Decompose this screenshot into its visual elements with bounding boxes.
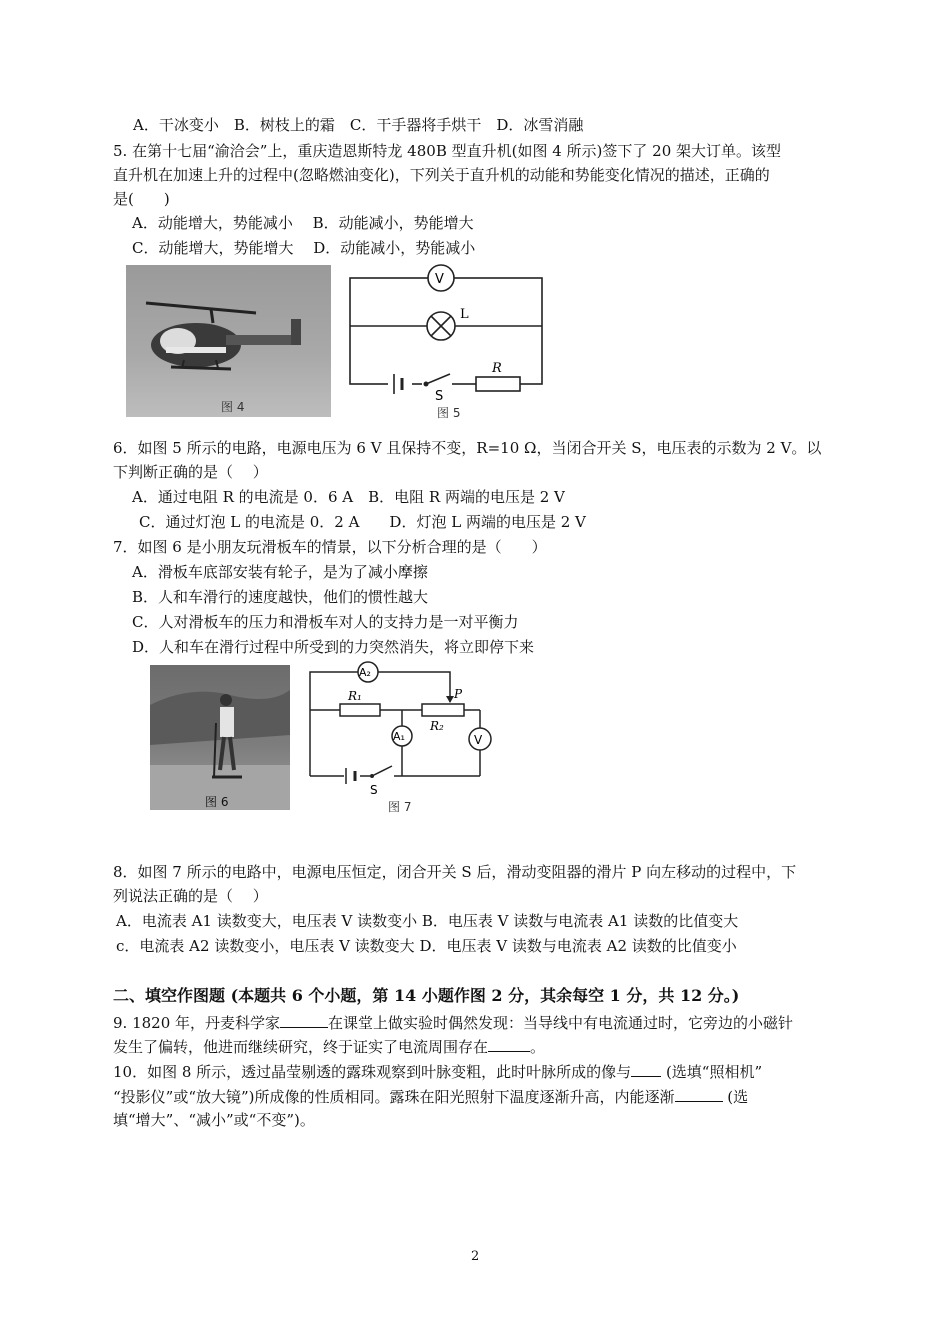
q8-line1: 8．如图 7 所示的电路中，电源电压恒定，闭合开关 S 后，滑动变阻器的滑片 P 向左移动的过程中，下: [113, 863, 797, 881]
figure-5-circuit: [338, 262, 548, 420]
figure-6-scooter-photo: [150, 665, 290, 810]
slider-p-label: P: [454, 687, 463, 701]
q7-option-b: B．人和车滑行的速度越快，他们的惯性越大: [132, 588, 429, 606]
figure-7-caption: 图 7: [388, 800, 412, 814]
resistor-label-5: R: [492, 361, 502, 376]
q5-options-ab: A．动能增大，势能减小 B．动能减小，势能增大: [132, 214, 474, 232]
circuit-diagram-7: [300, 660, 495, 800]
circuit-diagram-5: [338, 262, 548, 402]
ammeter-a2-label: A₂: [359, 666, 371, 679]
q9-blank-field[interactable]: [488, 1035, 530, 1052]
q10-line1-end: (选填“照相机”: [661, 1063, 763, 1081]
q8-line2: 列说法正确的是（ ）: [113, 887, 268, 905]
lamp-label-5: L: [460, 307, 469, 322]
q6-options-ab: A．通过电阻 R 的电流是 0．6 A B．电阻 R 两端的电压是 2 V: [132, 488, 565, 506]
q6-options-cd: C．通过灯泡 L 的电流是 0．2 A D．灯泡 L 两端的电压是 2 V: [139, 513, 586, 531]
scooter-image: [150, 665, 290, 810]
page-number: 2: [471, 1249, 480, 1264]
figure-4-helicopter-photo: [126, 265, 331, 417]
q9-line2-start: 发生了偏转，他进而继续研究，终于证实了电流周围存在: [113, 1038, 489, 1056]
q9-line1-end: 在课堂上做实验时偶然发现：当导线中有电流通过时，它旁边的小磁针: [328, 1014, 794, 1032]
q8-options-ab: A．电流表 A1 读数变大，电压表 V 读数变小 B．电压表 V 读数与电流表 A1 读数的比值变大: [116, 912, 739, 930]
resistor-r2-label: R₂: [430, 719, 444, 733]
resistor-r1-label: R₁: [348, 689, 362, 703]
q7-option-d: D．人和车在滑行过程中所受到的力突然消失，将立即停下来: [132, 638, 535, 656]
q9-line2: [113, 1035, 545, 1058]
figure-5-caption: 图 5: [437, 406, 461, 420]
q10-blank-energy[interactable]: [675, 1085, 723, 1102]
q10-line1: [113, 1060, 762, 1083]
q5-line1: 5. 在第十七届“渝洽会”上，重庆造恩斯特龙 480B 型直升机(如图 4 所示)签下了 20 架大订单。该型: [113, 142, 782, 160]
q4-options: A．干冰变小 B．树枝上的霜 C．干手器将手烘干 D．冰雪消融: [133, 116, 584, 134]
figure-6-caption: 图 6: [205, 795, 229, 809]
q10-line2-start: “投影仪”或“放大镜”)所成像的性质相同。露珠在阳光照射下温度逐渐升高，内能逐渐: [113, 1088, 675, 1106]
q10-blank-device[interactable]: [631, 1060, 661, 1077]
q9-blank-scientist[interactable]: [280, 1011, 328, 1028]
voltmeter-label-7: V: [474, 733, 483, 747]
q9-line1-start: 9. 1820 年，丹麦科学家: [113, 1014, 281, 1032]
ammeter-a1-label: A₁: [393, 730, 405, 743]
q8-options-cd: c．电流表 A2 读数变小，电压表 V 读数变大 D．电压表 V 读数与电流表 A2 读数的比值变小: [116, 937, 737, 955]
switch-label-5: S: [435, 389, 444, 402]
q9-line1: [113, 1011, 793, 1034]
q7-option-a: A．滑板车底部安装有轮子，是为了减小摩擦: [132, 563, 428, 581]
figure-4-caption: 图 4: [221, 400, 245, 414]
q7-option-c: C．人对滑板车的压力和滑板车对人的支持力是一对平衡力: [132, 613, 519, 631]
q10-line2-end: (选: [722, 1088, 749, 1106]
q10-line3: 填“增大”、“减小”或“不变”)。: [113, 1111, 315, 1129]
q6-line1: 6．如图 5 所示的电路，电源电压为 6 V 且保持不变，R=10 Ω，当闭合开关 S，电压表的示数为 2 V。以: [113, 439, 822, 457]
q9-line2-end: 。: [530, 1038, 546, 1056]
section-2-title: 二、填空作图题 (本题共 6 个小题，第 14 小题作图 2 分，其余每空 1 分，共 12 分。): [113, 986, 740, 1005]
voltmeter-label-5: V: [435, 272, 444, 287]
q5-line2: 直升机在加速上升的过程中(忽略燃油变化)，下列关于直升机的动能和势能变化情况的描述，正确的: [113, 166, 770, 184]
q5-options-cd: C．动能增大，势能增大 D．动能减小，势能减小: [132, 239, 476, 257]
q7-line1: 7．如图 6 是小朋友玩滑板车的情景，以下分析合理的是（ ）: [113, 538, 547, 556]
figure-7-circuit: [300, 660, 495, 815]
switch-label-7: S: [370, 783, 378, 797]
q5-line3: 是( ): [113, 190, 170, 208]
q6-line2: 下判断正确的是（ ）: [113, 463, 268, 481]
q10-line1-start: 10．如图 8 所示，透过晶莹剔透的露珠观察到叶脉变粗，此时叶脉所成的像与: [113, 1063, 632, 1081]
helicopter-image: [126, 265, 331, 417]
q10-line2: [113, 1085, 748, 1108]
